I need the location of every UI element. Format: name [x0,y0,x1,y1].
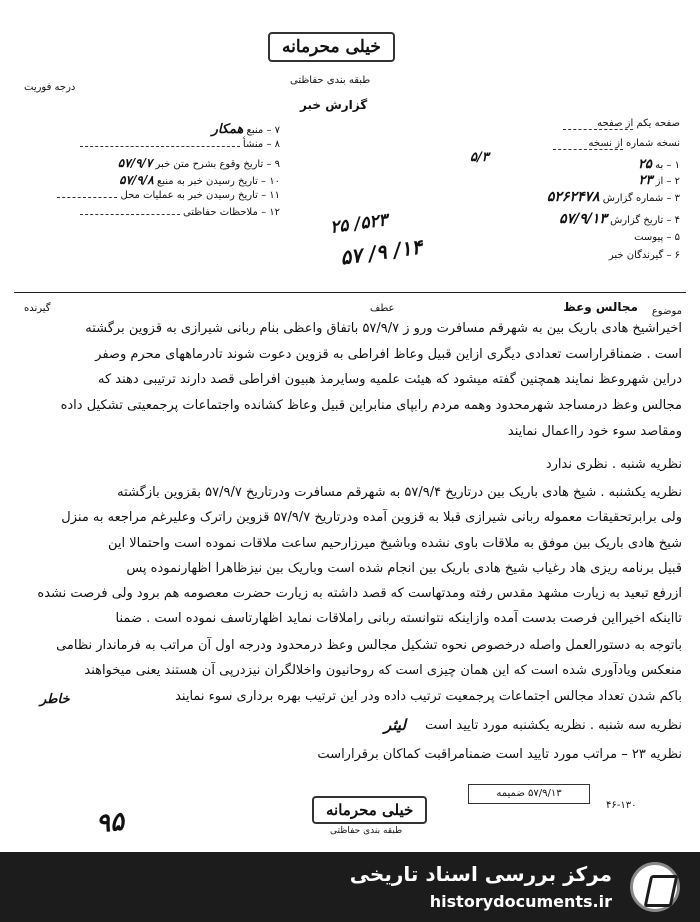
field-recipients: ۶ – گیرندگان خبر [608,250,680,261]
opinion-line: ازرفع تبعید به زیارت مشهد مقدس رفته ومدتهاست که قصد داشته به زیارت حضرت معصومه هم برود ولی فرصت نشده [37,586,682,601]
opinion-line: نظریه یکشنبه . شیخ هادی باریک بین درتاریخ ۵۷/۹/۴ به شهرقم مسافرت ودرتاریخ ۵۷/۹/۷ بقزوین بازگشته [117,485,682,500]
page-code: ۴۶-۱۳۰ [606,800,637,811]
field-report-number: ۳ – شماره گزارش ۵۲۶۲۴۷۸ [546,189,680,205]
handwritten-initials: لیثر [384,716,406,734]
handwritten-date: ۱۴/ ۹/ ۵۷ [338,234,424,270]
field-report-date: ۴ – تاریخ گزارش ۵۷/۹/۱۳ [559,211,680,227]
field-to: ۱ – به ۲۵ [637,157,680,172]
bottom-classification-stamp: خیلی محرمانه [312,796,427,824]
recipient-label: گیرنده [24,303,51,314]
priority-label: درجه فوریت [24,82,76,93]
body-line: ومقاصد سوء خود رااعمال نمایند [507,424,682,439]
bottom-reference-box: ۵۷/۹/۱۳ ضمیمه [468,784,590,804]
field-page: صفحه یکم از صفحه [563,118,680,130]
opinion-line: منعکس ویادآوری شده است که این همان چیزی است که روحانیون واخلالگران نیزدرپی آن هستند یعنی میخواهند [84,663,682,678]
opinion-line: نظریه شنبه . نظری ندارد [545,457,682,472]
field-copy: نسخه شماره از نسخه [553,138,680,150]
body-line: دراین شهروعظ نمایند همچنین گفته میشود که هیئت علمیه وسایرمذ هبیون افراطی قصد دارند ترتیبی دهند که [98,372,682,387]
field-receipt-date: ۱۰ – تاریخ رسیدن خبر به منبع ۵۷/۹/۸ [119,173,280,187]
opinion-line: باکم شدن تعداد مجالس اجتماعات پرجمعیت ترتیب داده ودر این ترتیب بهره برداری سوء نمایند [175,689,682,704]
top-classification-stamp: خیلی محرمانه [268,32,395,62]
field-ops-date: ۱۱ – تاریخ رسیدن خبر به عملیات محل [57,190,280,201]
field-source: ۷ – منبع همکار [211,122,280,137]
margin-note: خاطر [40,692,70,707]
field-event-date: ۹ – تاریخ وقوع بشرح متن خبر ۵۷/۹/۷ [117,156,280,170]
header-divider [14,292,686,293]
field-origin: ۸ – منشأ [80,139,280,150]
opinion-line: ولی برابرتحقیقات معموله ربانی شیرازی قبلا به قزوین آمده ودرتاریخ ۵۷/۹/۷ قزوین راترک وعلیرغم مراجعه به منزل [61,510,682,525]
subject-value: مجالس وعظ [563,300,638,314]
opinion-line: نظریه ۲۳ – مراتب مورد تایید است ضمنامراقبت کماکان برقراراست [317,747,682,762]
archive-brand-name: مرکز بررسی اسناد تاریخی [349,862,612,886]
field-attachment: ۵ – پیوست [634,232,680,243]
bottom-classification-label: طبقه بندی حفاظتی [330,826,403,836]
report-title: گزارش خبر [300,98,368,112]
opinion-line: قبیل برنامه ریزی هاد رغیاب شیخ هادی باریک بین انجام شده است وباریک بین نیزظاهرا اظهارنموده پس [126,561,682,576]
archive-footer [0,852,700,922]
body-line: اخیراشیخ هادی باریک بین به شهرقم مسافرت ورو ز ۵۷/۹/۷ باتفاق واعظی بنام ربانی شیرازی به قزوین برگشته [85,321,682,336]
opinion-line: باتوجه به دستورالعمل واصله درخصوص نحوه تشکیل مجالس وعظ درمحدود ودرجه اول آن مراتب به فرماندار نظامی [56,638,682,653]
field-extra-number: ۵/۳ [470,150,489,165]
opinion-line: نظریه سه شنبه . نظریه یکشنبه مورد تایید است [424,718,682,733]
archive-brand-url: historydocuments.ir [429,892,612,911]
subject-label: موضوع [651,306,682,317]
classification-label: طبقه بندی حفاظتی [290,75,371,86]
handwritten-reference: ۵۲۳/ ۲۵ [328,210,389,238]
reference-label: عطف [370,303,395,314]
field-from: ۲ – از ۲۳ [638,173,680,188]
body-line: مجالس وعظ درمساجد شهرمحدود وهمه مردم رابپای منابراین قبیل وعاظ کشانده واجتماعات پرجمعیتی تشکیل داده [60,398,682,413]
opinion-line: شیخ هادی باریک بین موفق به ملاقات باوی نشده وباشیخ میرزارحیم ساعت ملاقات نموده است واحتمالا این [108,536,682,551]
body-line: است . ضمناقراراست تعدادی دیگری ازاین قبیل وعاظ افراطی به قزوین دعوت شوند تادرماههای محرم وصفر [95,347,682,362]
opinion-line: تااینکه اخیرااین فرصت بدست آمده وازاینکه نتوانسته ربانی راملاقات نماید اظهارتاسف نموده است . ضمنا [115,611,682,626]
margin-number: ۹۵ [94,806,126,840]
archive-logo-icon [630,862,680,912]
field-security-notes: ۱۲ – ملاحظات حفاظتی [80,207,280,218]
